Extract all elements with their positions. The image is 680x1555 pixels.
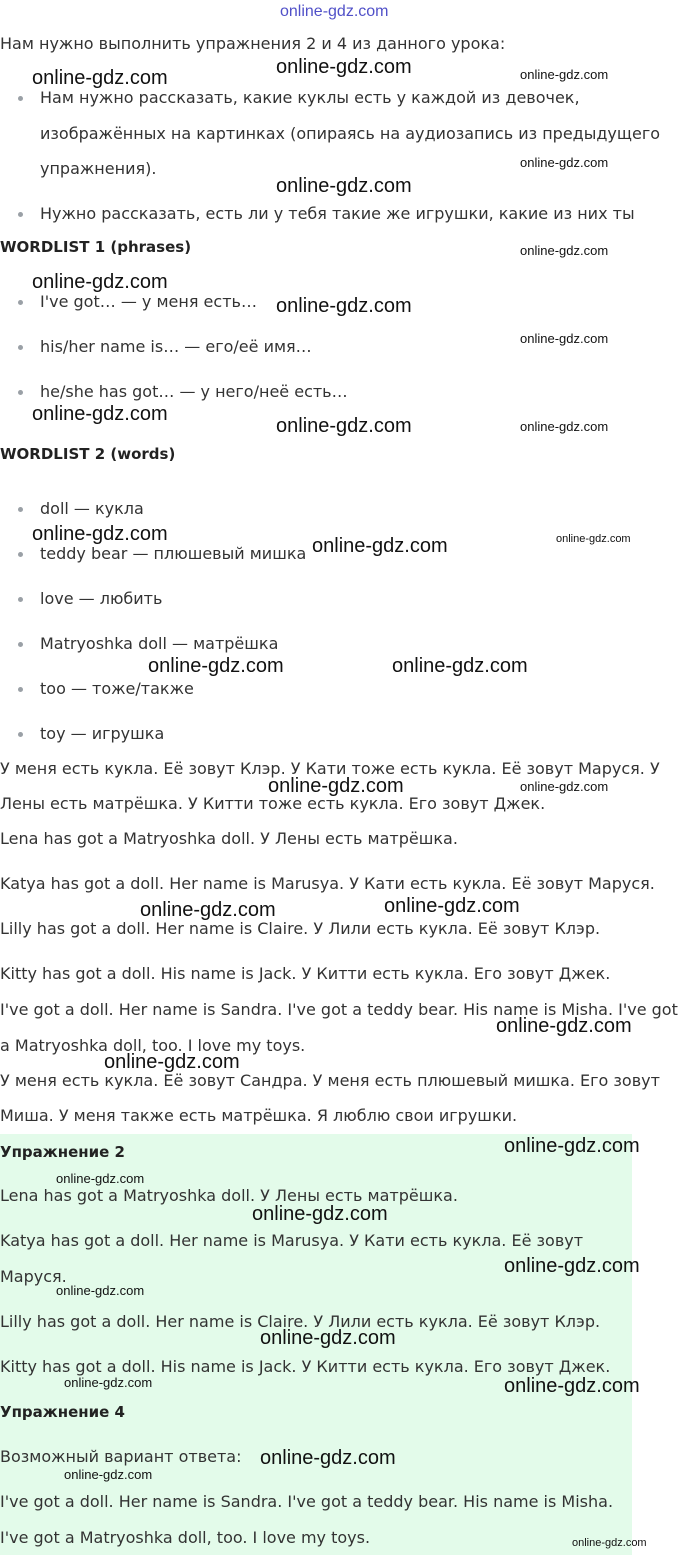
bullet-icon <box>18 96 23 101</box>
answer-line: Маруся. <box>0 1267 67 1286</box>
body-line: У меня есть кукла. Её зовут Сандра. У меня есть плюшевый мишка. Его зовут <box>0 1071 660 1090</box>
watermark: online-gdz.com <box>260 1447 396 1469</box>
watermark: online-gdz.com <box>520 243 609 258</box>
bullet-icon <box>18 642 23 647</box>
bullet-icon <box>18 732 23 737</box>
wordlist-2-item: toy — игрушка <box>40 724 165 743</box>
body-line: У меня есть кукла. Её зовут Клэр. У Кати тоже есть кукла. Её зовут Маруся. У <box>0 759 660 778</box>
watermark: online-gdz.com <box>392 655 528 677</box>
body-line: Миша. У меня также есть матрёшка. Я люблю свои игрушки. <box>0 1106 518 1125</box>
answer-line: Kitty has got a doll. His name is Jack. У Китти есть кукла. Его зовут Джек. <box>0 1357 611 1376</box>
answer-line: Lilly has got a doll. Her name is Claire. У Лили есть кукла. Её зовут Клэр. <box>0 1312 601 1331</box>
wordlist-1-item: he/she has got… — у него/неё есть… <box>40 382 348 401</box>
watermark: online-gdz.com <box>268 775 404 797</box>
watermark: online-gdz.com <box>276 175 412 197</box>
wordlist-1-title: WORDLIST 1 <box>0 238 106 256</box>
watermark: online-gdz.com <box>64 1375 153 1390</box>
watermark: online-gdz.com <box>56 1283 145 1298</box>
wordlist-2-subtitle: (words) <box>110 445 176 463</box>
watermark: online-gdz.com <box>252 1203 388 1225</box>
watermark: online-gdz.com <box>32 403 168 425</box>
task-1-line-2: изображённых на картинках (опираясь на аудиозапись из предыдущего <box>40 124 661 143</box>
watermark: online-gdz.com <box>260 1327 396 1349</box>
bullet-icon <box>18 507 23 512</box>
watermark: online-gdz.com <box>520 67 609 82</box>
header-watermark: online-gdz.com <box>280 3 389 20</box>
watermark: online-gdz.com <box>572 1537 647 1549</box>
body-line: a Matryoshka doll, too. I love my toys. <box>0 1036 306 1055</box>
exercise-4-title: Упражнение 4 <box>0 1403 125 1421</box>
task-1-line-3: упражнения). <box>40 159 157 178</box>
watermark: online-gdz.com <box>520 331 609 346</box>
wordlist-1-heading <box>0 237 191 257</box>
wordlist-2-item: Matryoshka doll — матрёшка <box>40 634 279 653</box>
wordlist-2-item: doll — кукла <box>40 499 144 518</box>
watermark: online-gdz.com <box>520 779 609 794</box>
watermark: online-gdz.com <box>64 1467 153 1482</box>
bullet-icon <box>18 300 23 305</box>
body-line: Katya has got a doll. Her name is Marusya. У Кати есть кукла. Её зовут Маруся. <box>0 874 655 893</box>
watermark: online-gdz.com <box>56 1171 145 1186</box>
wordlist-1-item: his/her name is… — его/её имя… <box>40 337 312 356</box>
body-line: Lena has got a Matryoshka doll. У Лены есть матрёшка. <box>0 829 458 848</box>
watermark: online-gdz.com <box>504 1135 640 1157</box>
watermark: online-gdz.com <box>504 1255 640 1277</box>
answer-line: Katya has got a doll. Her name is Marusya. У Кати есть кукла. Её зовут <box>0 1231 584 1250</box>
wordlist-2-item: love — любить <box>40 589 163 608</box>
bullet-icon <box>18 687 23 692</box>
exercise-2-title: Упражнение 2 <box>0 1143 125 1161</box>
watermark: online-gdz.com <box>556 533 631 545</box>
wordlist-2-title: WORDLIST 2 <box>0 445 106 463</box>
wordlist-1-item: I've got… — у меня есть… <box>40 292 257 311</box>
body-line: Лены есть матрёшка. У Китти тоже есть кукла. Его зовут Джек. <box>0 794 546 813</box>
answer-line: Lena has got a Matryoshka doll. У Лены есть матрёшка. <box>0 1186 458 1205</box>
watermark: online-gdz.com <box>496 1015 632 1037</box>
watermark: online-gdz.com <box>312 535 448 557</box>
watermark: online-gdz.com <box>32 523 168 545</box>
watermark: online-gdz.com <box>140 899 276 921</box>
answer-line: Возможный вариант ответа: <box>0 1447 242 1466</box>
wordlist-2-item: teddy bear — плюшевый мишка <box>40 544 307 563</box>
bullet-icon <box>18 552 23 557</box>
watermark: online-gdz.com <box>520 155 609 170</box>
watermark: online-gdz.com <box>32 271 168 293</box>
task-1-line-1: Нам нужно рассказать, какие куклы есть у каждой из девочек, <box>40 88 580 107</box>
wordlist-1-subtitle: (phrases) <box>110 238 192 256</box>
body-line: Lilly has got a doll. Her name is Claire. У Лили есть кукла. Её зовут Клэр. <box>0 919 601 938</box>
bullet-icon <box>18 597 23 602</box>
answer-line: I've got a Matryoshka doll, too. I love my toys. <box>0 1528 371 1547</box>
bullet-icon <box>18 212 23 217</box>
watermark: online-gdz.com <box>276 415 412 437</box>
watermark: online-gdz.com <box>276 56 412 78</box>
watermark: online-gdz.com <box>148 655 284 677</box>
watermark: online-gdz.com <box>504 1375 640 1397</box>
bullet-icon <box>18 345 23 350</box>
watermark: online-gdz.com <box>104 1051 240 1073</box>
wordlist-2-heading <box>0 444 175 464</box>
bullet-icon <box>18 390 23 395</box>
answer-line: I've got a doll. Her name is Sandra. I've got a teddy bear. His name is Misha. <box>0 1492 614 1511</box>
watermark: online-gdz.com <box>32 67 168 89</box>
task-2-line-1: Нужно рассказать, есть ли у тебя такие же игрушки, какие из них ты <box>40 204 635 223</box>
watermark: online-gdz.com <box>384 895 520 917</box>
watermark: online-gdz.com <box>276 295 412 317</box>
wordlist-2-item: too — тоже/также <box>40 679 194 698</box>
body-line: I've got a doll. Her name is Sandra. I've got a teddy bear. His name is Misha. I've got <box>0 1000 678 1019</box>
watermark: online-gdz.com <box>520 419 609 434</box>
body-line: Kitty has got a doll. His name is Jack. У Китти есть кукла. Его зовут Джек. <box>0 964 611 983</box>
intro-text: Нам нужно выполнить упражнения 2 и 4 из данного урока: <box>0 34 506 53</box>
